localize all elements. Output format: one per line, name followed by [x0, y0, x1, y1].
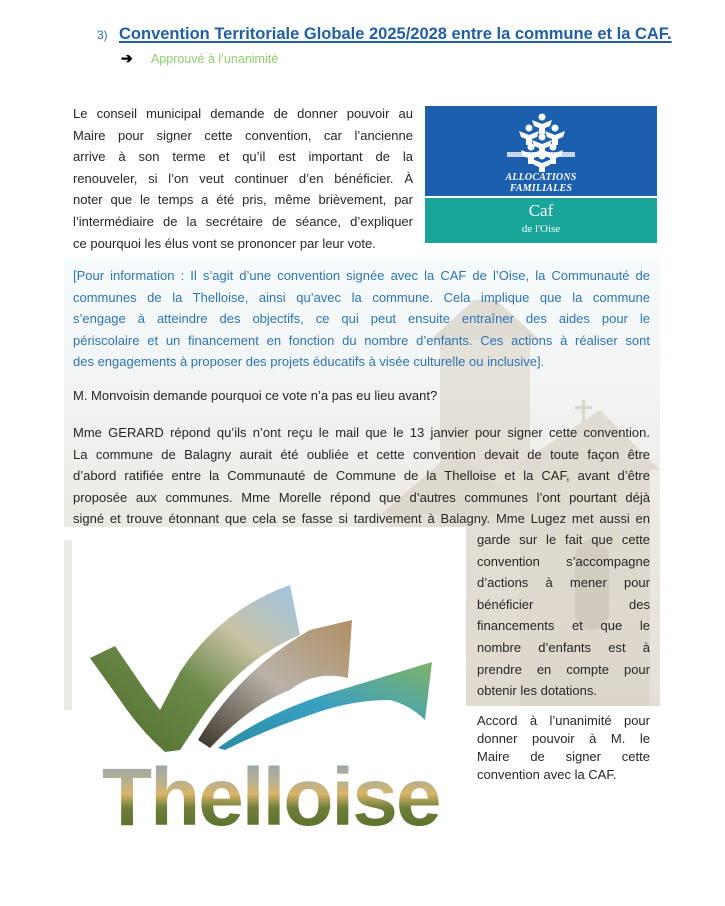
caf-logo-subtitle: de l'Oise: [521, 223, 561, 235]
text-line: Accord à l’unanimité pour: [477, 713, 650, 728]
thelloise-swoosh-icon: [90, 580, 450, 760]
text-line: nombre d’enfants est à: [477, 639, 650, 655]
text-line: ce pourquoi les élus vont se prononcer par leur vote.: [73, 235, 376, 251]
text-line: obtenir les dotations.: [477, 683, 597, 699]
response-paragraph: [73, 422, 650, 530]
text-line: signé et trouve étonnant que cela se fasse si tardivement à Balagny. Mme Lugez met aussi en: [73, 511, 650, 527]
text-line: financements et que le: [477, 618, 650, 634]
response-continuation: [477, 529, 650, 702]
section-heading: [97, 25, 672, 44]
arrow-right-icon: ➔: [121, 50, 133, 66]
section-title: Convention Territoriale Globale 2025/2028 entre la commune et la CAF.: [119, 25, 672, 43]
text-line: Maire pour signer cette convention, car l’ancienne: [73, 127, 413, 143]
approval-status: [121, 50, 278, 67]
text-line: La commune de Balagny aurait été oubliée et cette convention devait de toute façon être: [73, 446, 650, 462]
status-text: Approuvé à l’unanimité: [151, 51, 279, 66]
text-line: d’actions à mener pour: [477, 575, 650, 591]
caf-people-icon: [512, 112, 572, 172]
text-line: renouveler, si l’on veut continuer d’en bénéficier. À: [73, 170, 413, 186]
background-strip: [64, 540, 72, 710]
text-line: Maire de signer cette: [477, 749, 650, 764]
text-line: proposée aux communes. Mme Morelle répond que d’autres communes l’ont pourtant déjà: [73, 489, 650, 505]
caf-logo-name: Caf: [528, 201, 554, 220]
text-line: arrive à son terme et qu’il est important de la: [73, 149, 413, 165]
text-line: s’engage à atteindre des objectifs, ce qui peut ensuite entraîner des aides pour le: [73, 311, 650, 327]
intro-paragraph: [73, 103, 413, 254]
text-line: des engagements à proposer des projets éducatifs à visée culturelle ou inclusive].: [73, 354, 545, 370]
info-paragraph: [73, 265, 650, 373]
text-line: prendre en compte pour: [477, 661, 650, 677]
text-line: convention s’accompagne: [477, 553, 650, 569]
thelloise-logo: [90, 580, 450, 870]
text-line: convention avec la CAF.: [477, 767, 617, 782]
caf-logo-line2: FAMILIALES: [509, 183, 573, 194]
text-line: Le conseil municipal demande de donner pouvoir au: [73, 106, 413, 121]
text-line: bénéficier des: [477, 596, 650, 612]
text-line: l’intermédiaire de la secrétaire de séance, d’expliquer: [73, 213, 413, 229]
text-line: d’abord ratifiée entre la Communauté de Commune de la Thelloise et la CAF, avant d’être: [73, 468, 650, 484]
text-line: [Pour information : Il s’agit d’une convention signée avec la CAF de l’Oise, la Communauté de: [73, 268, 650, 283]
text-line: périscolaire et un financement en fonction du nombre d’enfants. Ces actions à réaliser sont: [73, 332, 650, 348]
caf-logo-line1: ALLOCATIONS: [505, 172, 577, 183]
text-line: noter que le temps a été pris, même brièvement, par: [73, 192, 413, 208]
decision-paragraph: [477, 712, 650, 784]
text-line: donner pouvoir à M. le: [477, 731, 650, 746]
section-number: 3): [97, 28, 108, 42]
thelloise-wordmark: Thelloise: [102, 752, 440, 843]
text-line: communes de la Thelloise, ainsi qu’avec la commune. Cela implique que la commune: [73, 289, 650, 305]
caf-logo: [425, 106, 657, 243]
text-line: Mme GERARD répond qu’ils n’ont reçu le mail que le 13 janvier pour signer cette convention.: [73, 425, 650, 440]
question-paragraph: M. Monvoisin demande pourquoi ce vote n’a pas eu lieu avant?: [73, 388, 438, 403]
text-line: garde sur le fait que cette: [477, 532, 650, 547]
